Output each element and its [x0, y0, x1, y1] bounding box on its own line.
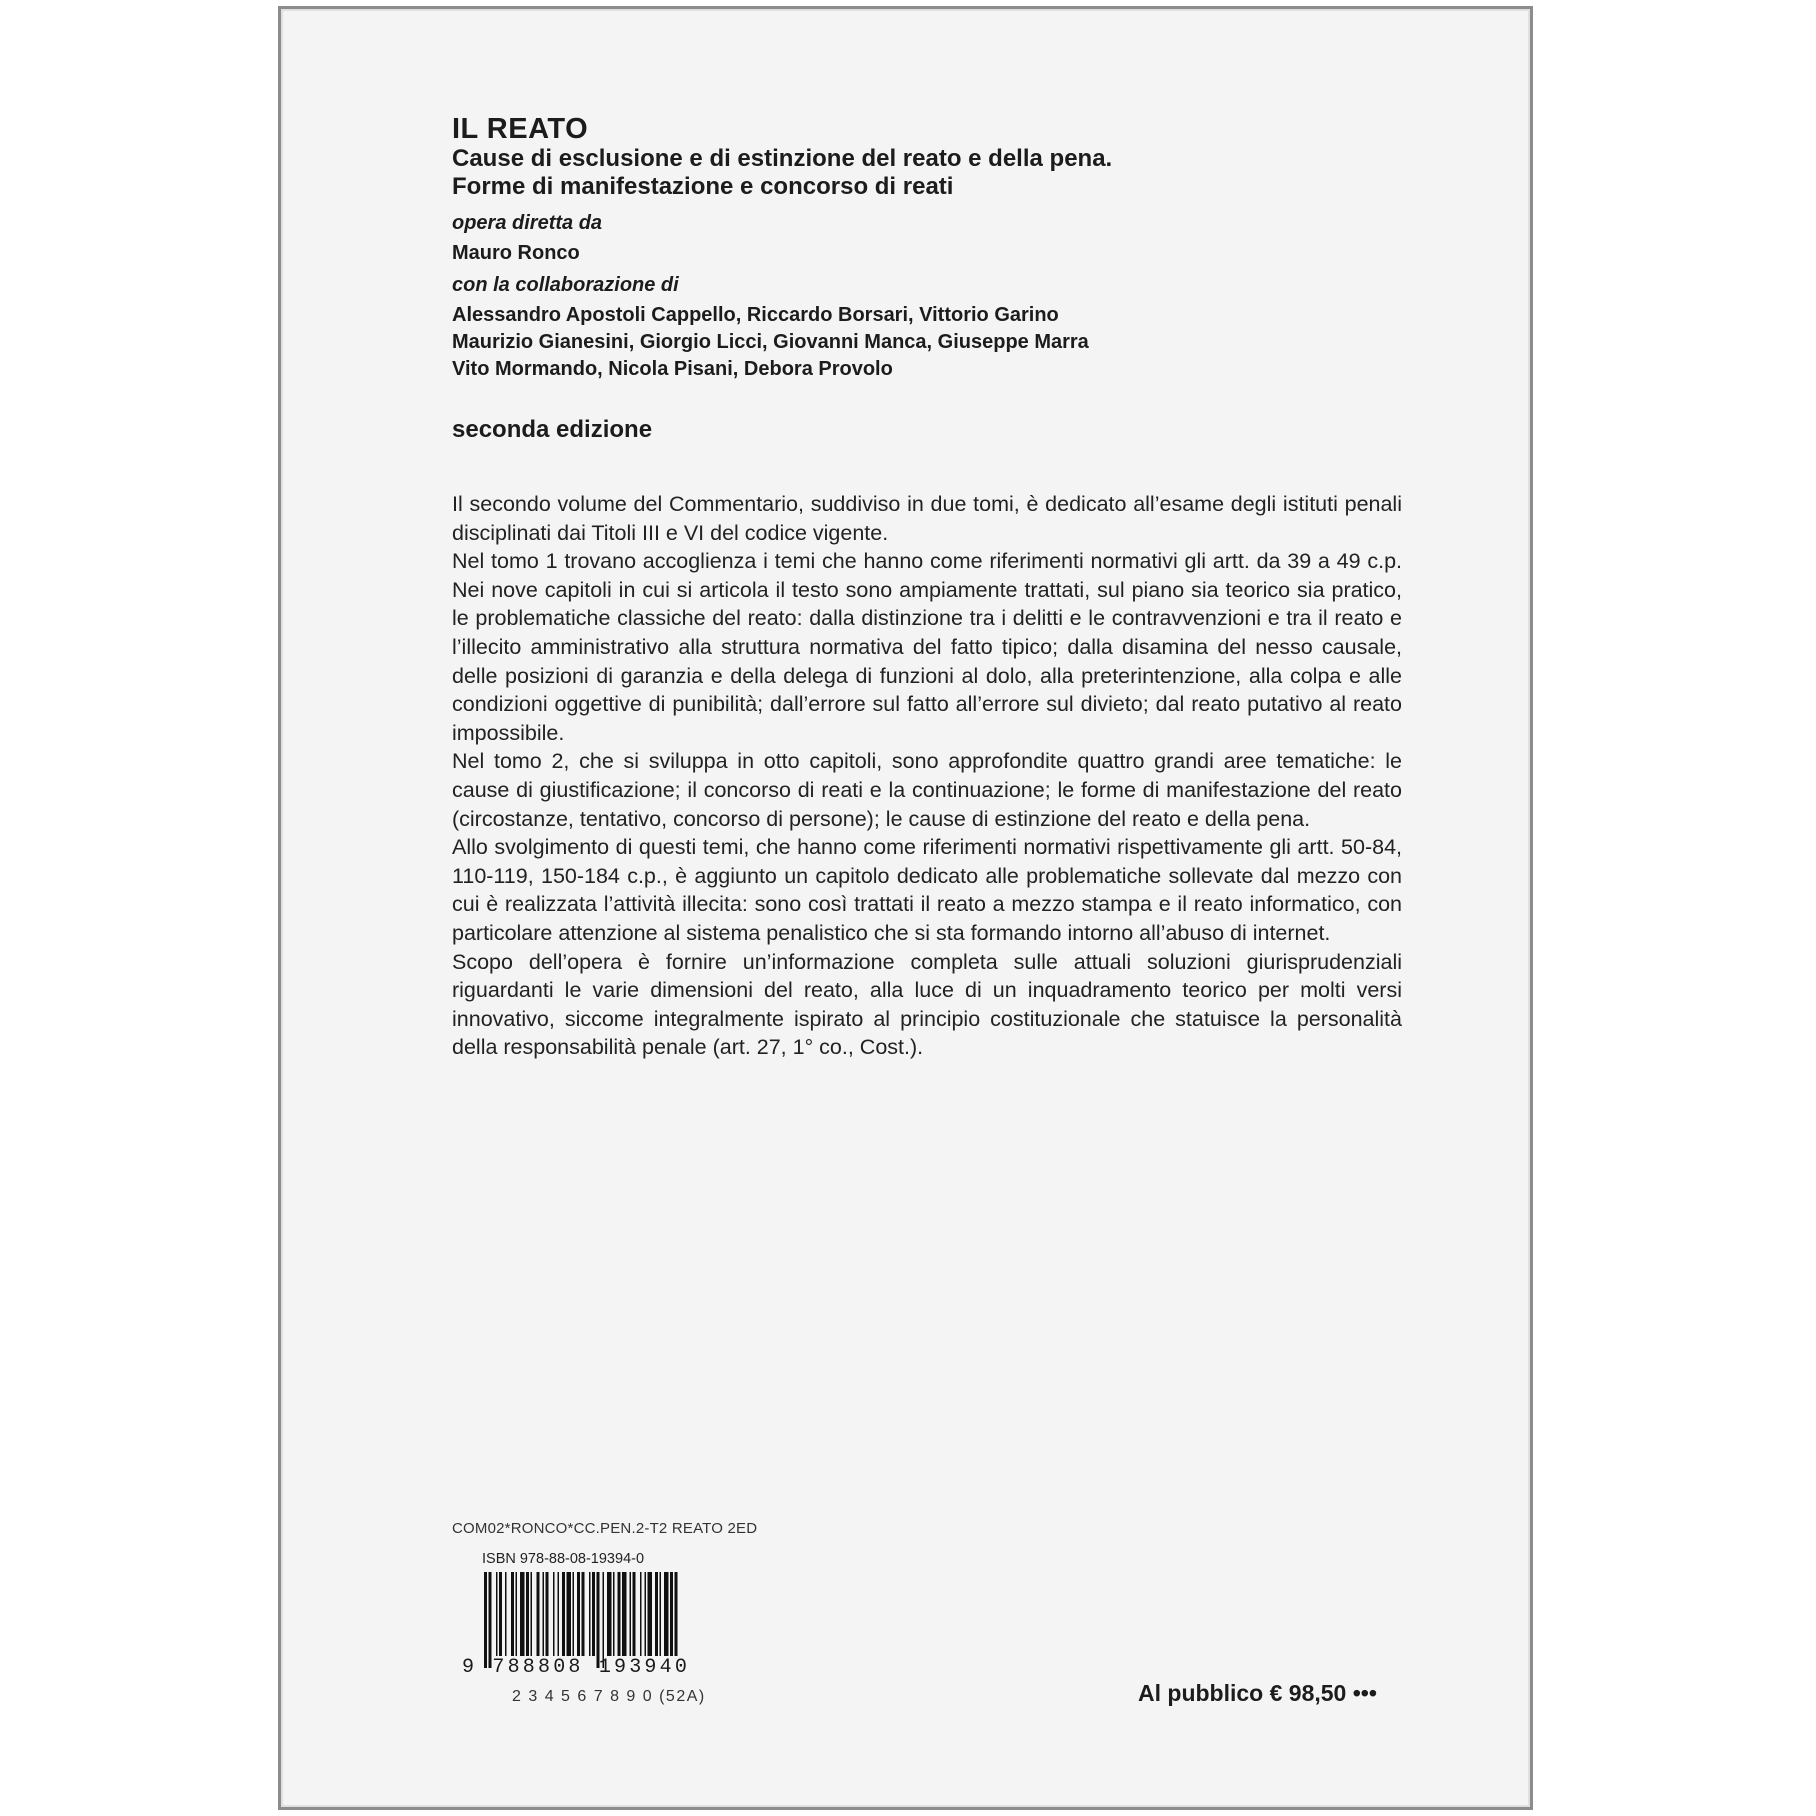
barcode-bar: [633, 1572, 636, 1656]
barcode-bar: [655, 1572, 658, 1656]
directed-by-label: opera diretta da: [452, 212, 603, 234]
barcode-bar: [630, 1572, 632, 1656]
barcode-bar: [660, 1572, 662, 1656]
book-title: IL REATO: [452, 113, 589, 145]
collaborators-list: [452, 302, 1089, 383]
book-subtitle: [452, 145, 1112, 201]
director-name: Mauro Ronco: [452, 242, 580, 264]
barcode-bar: [675, 1572, 678, 1656]
barcode-bar: [603, 1572, 605, 1668]
subtitle-line: Forme di manifestazione e concorso di reati: [452, 173, 954, 200]
description-text: [452, 490, 1402, 1062]
barcode-bar: [558, 1572, 560, 1656]
isbn-label: ISBN 978-88-08-19394-0: [482, 1551, 645, 1567]
barcode-bar: [648, 1572, 653, 1656]
barcode-bar: [573, 1572, 575, 1656]
barcode-bar: [622, 1572, 627, 1656]
barcode-bar: [484, 1572, 487, 1668]
barcode-bar: [582, 1572, 585, 1656]
collaborators-line: Maurizio Gianesini, Giorgio Licci, Giovanni Manca, Giuseppe Marra: [452, 331, 1089, 353]
description-paragraph: Il secondo volume del Commentario, suddiviso in due tomi, è dedicato all’esame degli istituti penali disciplinati dai Titoli III e VI del codice vigente.: [452, 492, 1402, 545]
barcode-bar: [499, 1572, 502, 1656]
description-paragraph: Nel tomo 2, che si sviluppa in otto capitoli, sono approfondite quattro grandi aree tematiche: le cause di giustificazione; il concorso di reati e la continuazione; le forme di manifestazione del reato (circostanze, tentativo, concorso di persone); le cause di estinzione del reato e della pena.: [452, 749, 1402, 831]
description-paragraph: Scopo dell’opera è fornire un’informazione completa sulle attuali soluzioni giurisprudenziali riguardanti le varie dimensioni del reato, alla luce di un inquadramento teorico per molti versi innovativo, siccome integralmente ispirato al principio costituzionale che statuisce la personalità della responsabilità penale (art. 27, 1° co., Cost.).: [452, 949, 1402, 1060]
barcode-bar: [664, 1572, 669, 1656]
barcode-bar: [526, 1572, 529, 1656]
barcode-bar: [546, 1572, 549, 1656]
barcode-bar: [531, 1572, 533, 1656]
subtitle-line: Cause di esclusione e di estinzione del reato e della pena.: [452, 145, 1113, 172]
collaborators-line: Alessandro Apostoli Cappello, Riccardo Borsari, Vittorio Garino: [452, 304, 1059, 326]
barcode-bar: [520, 1572, 525, 1656]
barcode-bar: [592, 1572, 595, 1656]
barcode-bar: [496, 1572, 498, 1656]
barcode-bar: [567, 1572, 572, 1656]
barcode-bar: [543, 1572, 545, 1656]
barcode-bar: [516, 1572, 518, 1656]
barcode-bar: [618, 1572, 621, 1656]
barcode-bar: [505, 1572, 507, 1656]
product-code: COM02*RONCO*CC.PEN.2-T2 REATO 2ED: [452, 1520, 758, 1537]
barcode-bar: [489, 1572, 492, 1668]
barcode-digits: 9 788808 193940: [462, 1656, 691, 1679]
barcode-bar: [511, 1572, 514, 1656]
barcode-bar: [537, 1572, 540, 1656]
print-run-numbers: 2 3 4 5 6 7 8 9 0 (52A): [512, 1688, 706, 1705]
barcode-bar: [577, 1572, 580, 1656]
barcode-bar: [607, 1572, 612, 1656]
description-paragraph: Allo svolgimento di questi temi, che hanno come riferimenti normativi rispettivamente gli artt. 50-84, 110-119, 150-184 c.p., è aggiunto un capitolo dedicato alle problematiche sollevate dal mezzo con cui è realizzata l’attività illecita: sono così trattati il reato a mezzo stampa e il reato informatico, con particolare attenzione al sistema penalistico che si sta formando intorno all’abuso di internet.: [452, 835, 1402, 945]
barcode-bar: [613, 1572, 615, 1656]
barcode-bar: [640, 1572, 642, 1656]
barcode-bar: [562, 1572, 565, 1656]
description-paragraph: Nel tomo 1 trovano accoglienza i temi che hanno come riferimenti normativi gli artt. da 39 a 49 c.p. Nei nove capitoli in cui si articola il testo sono ampiamente trattati, sul piano sia teorico sia pratico, le problematiche classiche del reato: dalla distinzione tra i delitti e le contravvenzioni e tra il reato e l’illecito amministrativo alla struttura normativa del fatto tipico; dalla disamina del nesso causale, delle posizioni di garanzia e della delega di funzioni al dolo, alla preterintenzione, alla colpa e alle condizioni oggettive di punibilità; dall’errore sul fatto all’errore sul divieto; dal reato putativo al reato impossibile.: [452, 549, 1402, 745]
barcode-bar: [597, 1572, 600, 1668]
collaborators-line: Vito Mormando, Nicola Pisani, Debora Provolo: [452, 358, 893, 380]
barcode-bar: [670, 1572, 673, 1656]
barcode-bar: [589, 1572, 591, 1656]
edition-label: seconda edizione: [452, 416, 653, 443]
barcode-bar: [553, 1572, 555, 1656]
barcode-icon: [482, 1572, 682, 1668]
collaboration-label: con la collaborazione di: [452, 274, 679, 296]
price-label: Al pubblico € 98,50 •••: [1138, 1680, 1377, 1706]
barcode-bar: [645, 1572, 647, 1656]
